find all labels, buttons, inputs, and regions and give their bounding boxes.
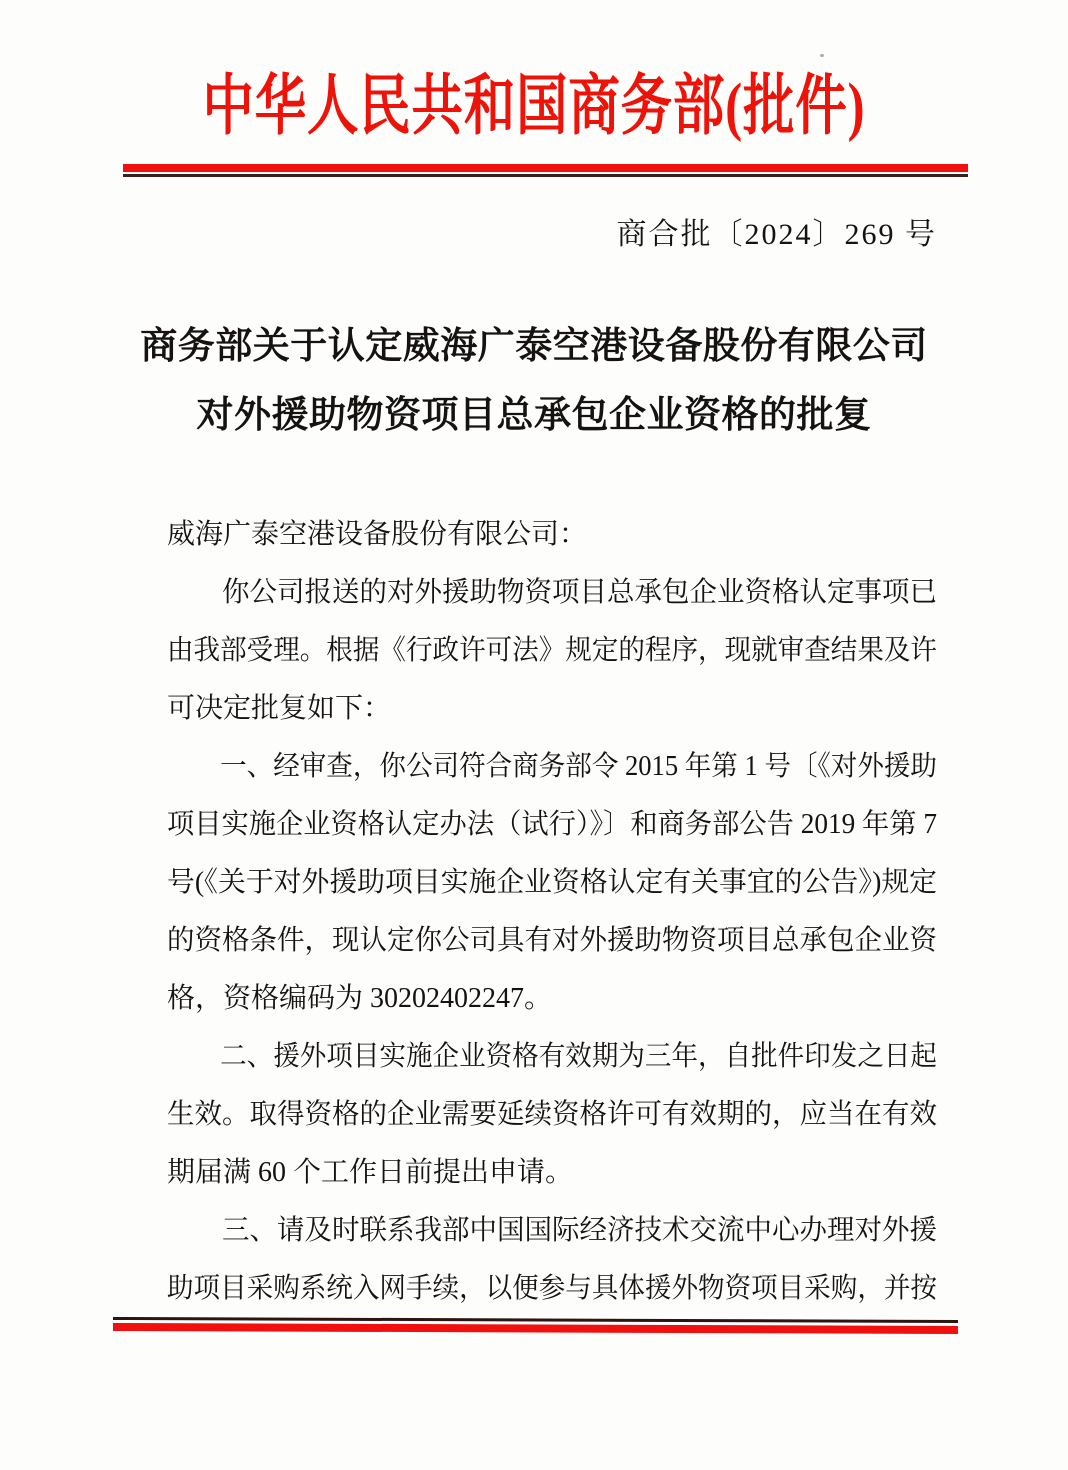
scan-speck bbox=[820, 54, 824, 57]
paragraph-item-1 bbox=[167, 738, 937, 1028]
header-divider-dark-line bbox=[123, 174, 968, 177]
body-line: 生效。取得资格的企业需要延续资格许可有效期的，应当在有效 bbox=[167, 1099, 937, 1130]
body-line: 一、经审查，你公司符合商务部令 2015 年第 1 号〔《对外援助 bbox=[220, 751, 938, 782]
paragraph-item-3 bbox=[167, 1202, 937, 1318]
body-line: 助项目采购系统入网手续，以便参与具体援外物资项目采购，并按 bbox=[167, 1273, 937, 1304]
document-body bbox=[167, 506, 937, 1318]
body-line: 号(《关于对外援助项目实施企业资格认定有关事宜的公告》)规定 bbox=[167, 867, 937, 898]
body-line: 的资格条件，现认定你公司具有对外援助物资项目总承包企业资 bbox=[167, 925, 937, 956]
salutation: 威海广泰空港设备股份有限公司： bbox=[167, 519, 588, 550]
header-divider-red-line bbox=[123, 164, 968, 172]
body-line: 期届满 60 个工作日前提出申请。 bbox=[167, 1157, 574, 1188]
header-divider bbox=[123, 164, 968, 177]
ministry-header-title: 中华人民共和国商务部(批件) bbox=[202, 70, 866, 143]
document-title-line-2: 对外援助物资项目总承包企业资格的批复 bbox=[196, 395, 872, 436]
body-line: 格，资格编码为 30202402247。 bbox=[167, 983, 553, 1014]
paragraph-item-2 bbox=[167, 1028, 937, 1202]
document-number: 商合批〔2024〕269 号 bbox=[616, 218, 937, 251]
footer-divider bbox=[113, 1317, 958, 1333]
body-line: 由我部受理。根据《行政许可法》规定的程序，现就审查结果及许 bbox=[167, 635, 937, 666]
paragraph-intro bbox=[167, 564, 937, 738]
body-line: 你公司报送的对外援助物资项目总承包企业资格认定事项已 bbox=[221, 577, 937, 608]
footer-divider-red-line bbox=[113, 1323, 958, 1334]
body-line: 项目实施企业资格认定办法（试行）》〕和商务部公告 2019 年第 7 bbox=[167, 809, 937, 840]
document-title bbox=[0, 312, 1068, 450]
body-line: 二、援外项目实施企业资格有效期为三年，自批件印发之日起 bbox=[220, 1041, 938, 1072]
body-line: 可决定批复如下： bbox=[167, 693, 392, 724]
body-line: 三、请及时联系我部中国国际经济技术交流中心办理对外援 bbox=[221, 1215, 937, 1246]
document-title-line-1: 商务部关于认定威海广泰空港设备股份有限公司 bbox=[140, 326, 928, 367]
